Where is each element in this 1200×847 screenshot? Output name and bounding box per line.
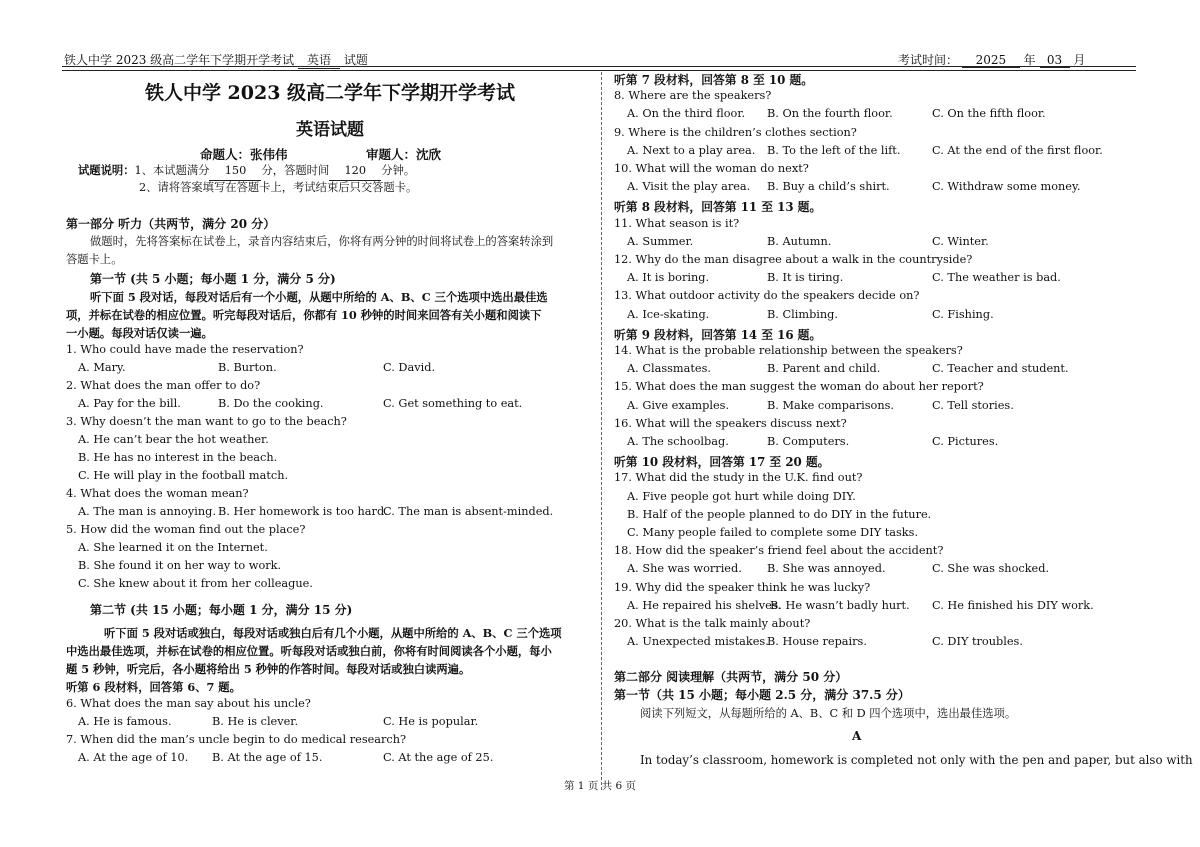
answer-option: A. He can’t bear the hot weather. <box>78 433 269 446</box>
material-6: 听第 6 段材料，回答第 6、7 题。 <box>66 680 241 694</box>
question-text: 11. What season is it? <box>614 216 740 230</box>
answer-option: C. The man is absent-minded. <box>383 505 554 518</box>
instructions-line1: 试题说明：1、本试题满分 150 分，答题时间 120 分钟。 <box>78 161 415 181</box>
answer-option: C. DIY troubles. <box>932 635 1023 649</box>
answer-option: B. He has no interest in the beach. <box>78 451 278 464</box>
answer-option: B. On the fourth floor. <box>767 107 893 121</box>
sec2-line3: 题 5 秒钟，听完后，各小题将给出 5 秒钟的作答时间。每段对话或独白读两遍。 <box>66 662 471 676</box>
answer-option: C. The weather is bad. <box>932 271 1061 285</box>
question-text: 9. Where is the children’s clothes section? <box>614 125 857 139</box>
sec1-heading: 第一节 (共 5 小题；每小题 1 分，满分 5 分) <box>90 272 336 286</box>
answer-option: C. He will play in the football match. <box>78 469 289 482</box>
passage-label: A <box>852 729 862 743</box>
part2-intro: 阅读下列短文，从每题所给的 A、B、C 和 D 四个选项中，选出最佳选项。 <box>640 707 1017 720</box>
answer-option: A. The man is annoying. <box>78 505 216 518</box>
header-subject: 英语 <box>298 51 340 69</box>
answer-option: B. Burton. <box>218 361 277 374</box>
part1-intro-line1: 做题时，先将答案标在试卷上，录音内容结束后，你将有两分钟的时间将试卷上的答案转涂到 <box>90 235 554 248</box>
answer-option: B. House repairs. <box>767 635 867 649</box>
answer-option: C. He is popular. <box>383 715 479 728</box>
answer-option: A. On the third floor. <box>627 107 746 121</box>
page-title: 铁人中学 2023 级高二学年下学期开学考试 <box>144 82 516 104</box>
header-exam-time: 考试时间： 2025 年 03 月 <box>898 53 1086 67</box>
answer-option: C. Fishing. <box>932 307 994 321</box>
question-text: 5. How did the woman find out the place? <box>66 523 306 536</box>
instructions-line2: 2、请将答案填写在答题卡上，考试结束后只交答题卡。 <box>139 181 418 194</box>
part2-heading: 第二部分 阅读理解（共两节，满分 50 分） <box>614 670 848 684</box>
material-heading: 听第 10 段材料，回答第 17 至 20 题。 <box>614 455 830 470</box>
material-heading: 听第 8 段材料，回答第 11 至 13 题。 <box>614 200 822 215</box>
answer-option: B. Half of the people planned to do DIY in the future. <box>627 507 932 521</box>
material-heading: 听第 9 段材料，回答第 14 至 16 题。 <box>614 327 822 342</box>
question-text: 8. Where are the speakers? <box>614 89 772 103</box>
question-text: 6. What does the man say about his uncle? <box>66 697 311 710</box>
answer-option: C. David. <box>383 361 436 374</box>
answer-option: C. At the end of the first floor. <box>932 143 1103 157</box>
answer-option: A. Next to a play area. <box>627 143 756 157</box>
answer-option: A. She was worried. <box>627 562 742 576</box>
answer-option: C. Withdraw some money. <box>932 180 1081 194</box>
question-text: 7. When did the man’s uncle begin to do medical research? <box>66 733 407 746</box>
page-subtitle: 英语试题 <box>296 120 364 140</box>
header-year: 2025 <box>962 53 1020 68</box>
part1-intro-line2: 答题卡上。 <box>66 253 123 266</box>
answer-option: A. Unexpected mistakes. <box>627 635 769 649</box>
question-text: 20. What is the talk mainly about? <box>614 617 811 630</box>
answer-option: A. Pay for the bill. <box>78 397 181 410</box>
question-text: 17. What did the study in the U.K. find out? <box>614 471 863 485</box>
answer-option: A. Classmates. <box>627 362 711 376</box>
answer-option: C. Tell stories. <box>932 398 1014 412</box>
answer-option: B. Make comparisons. <box>767 398 894 412</box>
answer-option: B. Parent and child. <box>767 362 881 376</box>
answer-option: B. Do the cooking. <box>218 397 324 410</box>
answer-option: A. At the age of 10. <box>78 751 189 764</box>
header-month: 03 <box>1040 53 1070 68</box>
sec2-line2: 中选出最佳选项，并标在试卷的相应位置。听每段对话或独白前，你将有时间阅读各个小题，每小 <box>66 644 552 658</box>
question-text: 18. How did the speaker’s friend feel about the accident? <box>614 544 944 558</box>
question-text: 2. What does the man offer to do? <box>66 379 261 392</box>
passage-line1: In today’s classroom, homework is completed not only with the pen and paper, but also with <box>640 753 1193 767</box>
answer-option: B. At the age of 15. <box>212 751 323 764</box>
answer-option: A. It is boring. <box>627 271 710 285</box>
answer-option: B. Autumn. <box>767 234 832 248</box>
answer-option: A. He repaired his shelves. <box>627 598 782 612</box>
answer-option: B. He wasn’t badly hurt. <box>770 598 910 612</box>
answer-option: C. On the fifth floor. <box>932 107 1046 121</box>
header-left: 铁人中学 2023 级高二学年下学期开学考试 英语 试题 <box>64 53 368 67</box>
answer-option: A. Ice-skating. <box>627 307 710 321</box>
answer-option: B. He is clever. <box>212 715 299 728</box>
answer-option: A. She learned it on the Internet. <box>78 541 268 554</box>
answer-option: A. The schoolbag. <box>627 435 729 448</box>
answer-option: C. She was shocked. <box>932 562 1050 576</box>
question-text: 3. Why doesn’t the man want to go to the beach? <box>66 415 347 428</box>
answer-option: C. He finished his DIY work. <box>932 598 1094 612</box>
question-text: 16. What will the speakers discuss next? <box>614 416 847 430</box>
question-text: 4. What does the woman mean? <box>66 487 249 500</box>
material-heading: 听第 7 段材料，回答第 8 至 10 题。 <box>614 73 814 87</box>
answer-option: B. Buy a child’s shirt. <box>767 180 890 194</box>
answer-option: C. At the age of 25. <box>383 751 494 764</box>
answer-option: A. Give examples. <box>627 398 730 412</box>
answer-option: B. She found it on her way to work. <box>78 559 282 572</box>
reviewer: 审题人：沈欣 <box>366 147 442 162</box>
question-text: 13. What outdoor activity do the speakers decide on? <box>614 289 920 303</box>
question-text: 14. What is the probable relationship between the speakers? <box>614 344 963 357</box>
sec2-heading: 第二节 (共 15 小题；每小题 1 分，满分 15 分) <box>90 603 353 617</box>
question-text: 15. What does the man suggest the woman do about her report? <box>614 380 984 394</box>
answer-option: A. Mary. <box>78 361 126 374</box>
time-minutes: 120 <box>329 162 381 181</box>
answer-option: C. She knew about it from her colleague. <box>78 577 313 590</box>
page-footer: 第 1 页 共 6 页 <box>563 780 637 792</box>
answer-option: C. Many people failed to complete some DIY tasks. <box>627 526 919 539</box>
answer-option: B. Her homework is too hard. <box>218 505 388 518</box>
part2-sec1-heading: 第一节（共 15 小题；每小题 2.5 分，满分 37.5 分） <box>614 688 910 702</box>
header-rule <box>62 66 1136 67</box>
answer-option: C. Teacher and student. <box>932 362 1069 376</box>
answer-option: B. To the left of the lift. <box>767 143 901 157</box>
sec1-line1: 听下面 5 段对话，每段对话后有一个小题，从题中所给的 A、B、C 三个选项中选出最佳选 <box>90 290 548 304</box>
answer-option: C. Pictures. <box>932 435 999 448</box>
answer-option: A. Visit the play area. <box>627 180 751 194</box>
question-text: 1. Who could have made the reservation? <box>66 343 304 356</box>
sec2-line1: 听下面 5 段对话或独白，每段对话或独白后有几个小题，从题中所给的 A、B、C 三个选项 <box>104 626 562 640</box>
answer-option: B. Computers. <box>767 435 850 448</box>
full-score: 150 <box>209 162 261 181</box>
answer-option: A. He is famous. <box>78 715 172 728</box>
question-text: 12. Why do the man disagree about a walk in the countryside? <box>614 253 973 266</box>
answer-option: B. Climbing. <box>767 307 839 321</box>
part1-heading: 第一部分 听力（共两节，满分 20 分） <box>66 217 276 231</box>
column-divider <box>601 72 602 790</box>
setter: 命题人：张伟伟 <box>200 147 288 162</box>
sec1-line2: 项，并标在试卷的相应位置。听完每段对话后，你都有 10 秒钟的时间来回答有关小题和阅读下 <box>66 308 542 322</box>
answer-option: B. It is tiring. <box>767 271 844 285</box>
answer-option: C. Get something to eat. <box>383 397 523 410</box>
header-rule-thin <box>62 70 1136 71</box>
answer-option: B. She was annoyed. <box>767 562 886 576</box>
answer-option: A. Five people got hurt while doing DIY. <box>627 489 856 503</box>
sec1-line3: 一小题。每段对话仅读一遍。 <box>66 326 213 340</box>
answer-option: C. Winter. <box>932 234 989 248</box>
question-text: 10. What will the woman do next? <box>614 162 809 175</box>
answer-option: A. Summer. <box>627 234 694 248</box>
question-text: 19. Why did the speaker think he was lucky? <box>614 580 871 594</box>
